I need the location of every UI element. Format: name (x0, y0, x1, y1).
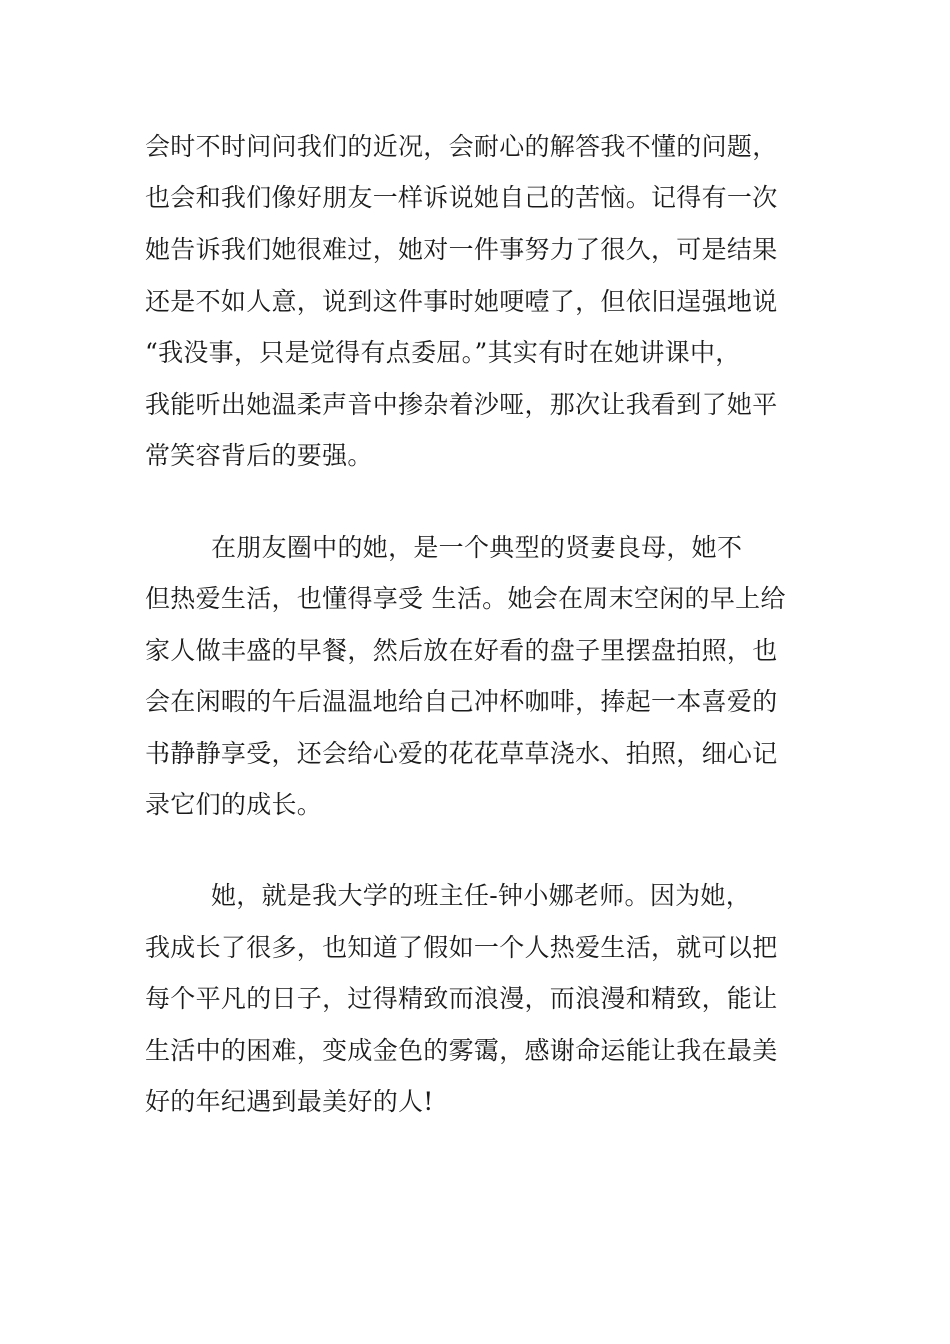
text-line: 也会和我们像好朋友一样诉说她自己的苦恼。记得有一次 (145, 183, 778, 212)
text-line: 每个平凡的日子，过得精致而浪漫，而浪漫和精致，能让 (145, 984, 778, 1013)
text-line: 还是不如人意，说到这件事时她哽噎了，但依旧逞强地说 (145, 287, 778, 316)
text-line: 我能听出她温柔声音中掺杂着沙哑，那次让我看到了她平 (145, 390, 778, 419)
text-line: 在朋友圈中的她，是一个典型的贤妻良母，她不 (145, 533, 743, 562)
text-line: 她，就是我大学的班主任-钟小娜老师。因为她， (145, 881, 752, 910)
text-line: 好的年纪遇到最美好的人! (145, 1087, 434, 1116)
text-line: “我没事，只是觉得有点委屈。”其实有时在她讲课中， (145, 338, 741, 367)
text-line: 常笑容背后的要强。 (145, 441, 373, 470)
text-line: 会时不时问问我们的近况，会耐心的解答我不懂的问题， (145, 132, 778, 161)
text-line: 录它们的成长。 (145, 790, 323, 819)
text-line: 书静静享受，还会给心爱的花花草草浇水、拍照，细心记 (145, 739, 778, 768)
text-line: 但热爱生活，也懂得享受 生活。她会在周末空闲的早上给 (145, 584, 786, 613)
text-line: 会在闲暇的午后温温地给自己冲杯咖啡，捧起一本喜爱的 (145, 687, 778, 716)
text-line: 她告诉我们她很难过，她对一件事努力了很久，可是结果 (145, 235, 778, 264)
text-line: 家人做丰盛的早餐，然后放在好看的盘子里摆盘拍照，也 (145, 636, 778, 665)
text-line: 生活中的困难，变成金色的雾霭，感谢命运能让我在最美 (145, 1036, 778, 1065)
text-line: 我成长了很多，也知道了假如一个人热爱生活，就可以把 (145, 933, 778, 962)
